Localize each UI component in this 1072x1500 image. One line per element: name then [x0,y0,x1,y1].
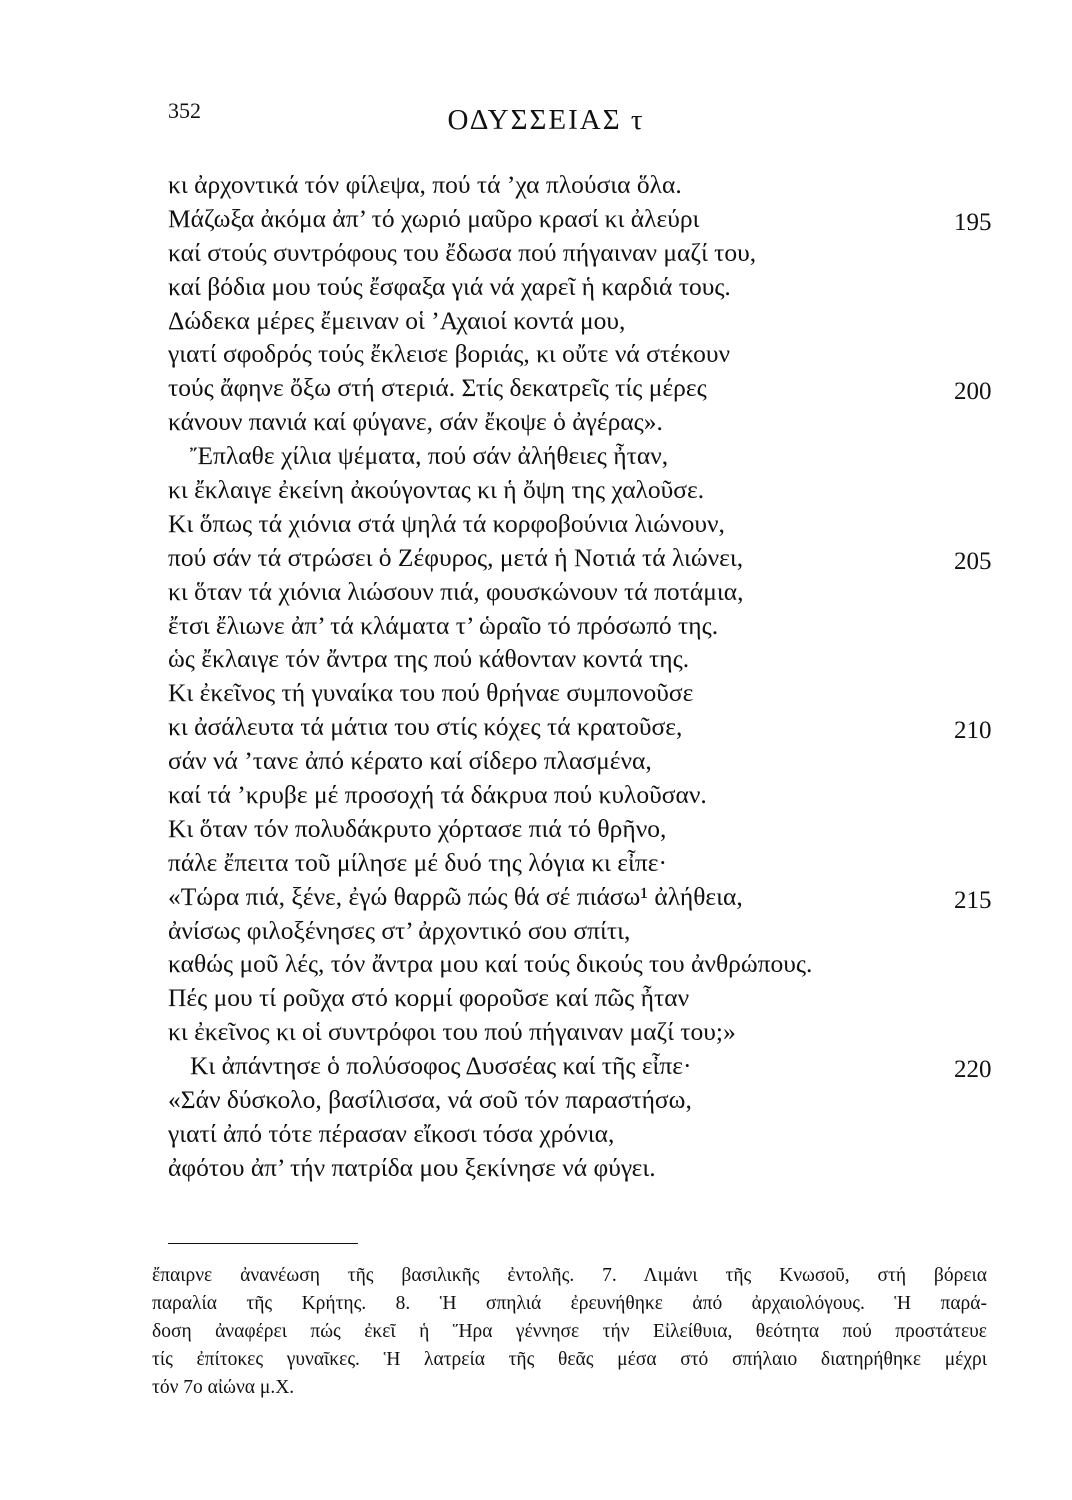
verse-text: κι ἀσάλευτα τά μάτια του στίς κόχες τά κρατοῦσε, [168,712,683,742]
verse-line [168,1117,1038,1151]
verse-line [168,981,1038,1015]
verse-text: ἀνίσως φιλοξένησες στ’ ἀρχοντικό σου σπίτι, [168,915,631,945]
verse-text: καί στούς συντρόφους του ἔδωσα πού πήγαιναν μαζί του, [168,237,757,267]
verse-text: Κι ὅπως τά χιόνια στά ψηλά τά κορφοβούνια λιώνουν, [168,508,725,538]
verse-text: Ἔπλαθε χίλια ψέματα, πού σάν ἀλήθειες ἦταν, [190,441,669,471]
verse-line [168,507,1038,541]
line-number: 210 [954,717,992,745]
verse-text: πού σάν τά στρώσει ὁ Ζέφυρος, μετά ἡ Νοτιά τά λιώνει, [168,542,744,572]
verse-text: Δώδεκα μέρες ἔμειναν οἱ ’Αχαιοί κοντά μου, [168,305,626,335]
running-head: ΟΔΥΣΣΕΙΑΣ τ [447,104,645,136]
verse-text: καθώς μοῦ λές, τόν ἄντρα μου καί τούς δικούς του ἀνθρώπους. [168,949,813,979]
footnote-line: τόν 7ο αἰώνα μ.Χ. [152,1377,295,1398]
verse-text: γιατί σφοδρός τούς ἔκλεισε βοριάς, κι οὔτε νά στέκουν [168,339,731,369]
line-number: 215 [954,886,992,914]
line-number: 205 [954,547,992,575]
verse-line [168,744,1038,778]
verse-line [168,405,1038,439]
verse-line [168,914,1038,948]
verse-block [168,168,1038,1185]
verse-line [168,168,1038,202]
verse-text: κι ἐκεῖνος κι οἱ συντρόφοι του πού πήγαιναν μαζί του;» [168,1017,736,1047]
verse-text: κι ἔκλαιγε ἐκείνη ἀκούγοντας κι ἡ ὄψη της χαλοῦσε. [168,475,705,505]
verse-line [168,1015,1038,1049]
verse-line [168,812,1038,846]
verse-line [168,710,1038,744]
verse-text: γιατί ἀπό τότε πέρασαν εἴκοσι τόσα χρόνια, [168,1118,615,1148]
line-number: 220 [954,1056,992,1084]
verse-text: ἀφότου ἀπ’ τήν πατρίδα μου ξεκίνησε νά φύγει. [168,1152,656,1182]
verse-line [168,439,1038,473]
verse-text: καί βόδια μου τούς ἔσφαξα γιά νά χαρεῖ ἡ καρδιά τους. [168,271,731,301]
verse-line [168,270,1038,304]
footnote-line: ἔπαιρνε ἀνανέωση τῆς βασιλικῆς ἐντολῆς. 7. Λιμάνι τῆς Κνωσοῦ, στή βόρεια [152,1265,987,1286]
verse-line [168,1049,1038,1083]
verse-text: «Τώρα πιά, ξένε, ἐγώ θαρρῶ πώς θά σέ πιάσω¹ ἀλήθεια, [168,881,743,911]
verse-line [168,541,1038,575]
verse-text: Κι ὅταν τόν πολυδάκρυτο χόρτασε πιά τό θρῆνο, [168,813,667,843]
verse-text: Κι ἐκεῖνος τή γυναίκα του πού θρήναε συμπονοῦσε [168,678,694,708]
verse-text: κάνουν πανιά καί φύγανε, σάν ἔκοψε ὁ ἀγέρας». [168,407,663,437]
footnote-line: παραλία τῆς Κρήτης. 8. Ἡ σπηλιά ἐρευνήθηκε ἀπό ἀρχαιολόγους. Ἡ παρά- [152,1293,987,1314]
verse-text: «Σάν δύσκολο, βασίλισσα, νά σοῦ τόν παραστήσω, [168,1085,692,1115]
verse-line [168,304,1038,338]
verse-line [168,676,1038,710]
verse-line [168,1151,1038,1185]
verse-text: ὡς ἔκλαιγε τόν ἄντρα της πού κάθονταν κοντά της. [168,644,690,674]
footnote-line: τίς ἐπίτοκες γυναῖκες. Ἡ λατρεία τῆς θεᾶς μέσα στό σπήλαιο διατηρήθηκε μέχρι [152,1349,987,1370]
verse-line [168,575,1038,609]
verse-line [168,337,1038,371]
verse-line [168,642,1038,676]
verse-text: Κι ἀπάντησε ὁ πολύσοφος Δυσσέας καί τῆς εἶπε· [190,1051,692,1081]
verse-text: καί τά ’κρυβε μέ προσοχή τά δάκρυα πού κυλοῦσαν. [168,780,707,810]
footnote-line: δοση ἀναφέρει πώς ἐκεῖ ἡ Ἥρα γέννησε τήν Εἰλείθυια, θεότητα πού προστάτευε [152,1321,987,1342]
verse-text: πάλε ἔπειτα τοῦ μίλησε μέ δυό της λόγια κι εἶπε· [168,847,667,877]
line-number: 195 [954,208,992,236]
verse-line [168,778,1038,812]
verse-text: Πές μου τί ροῦχα στό κορμί φοροῦσε καί πῶς ἦταν [168,983,690,1013]
verse-text: κι ὅταν τά χιόνια λιώσουν πιά, φουσκώνουν τά ποτάμια, [168,576,744,606]
verse-line [168,473,1038,507]
verse-text: κι ἀρχοντικά τόν φίλεψα, πού τά ’χα πλούσια ὅλα. [168,170,682,199]
verse-line [168,1083,1038,1117]
verse-line [168,880,1038,914]
footnote-rule [168,1243,358,1244]
verse-line [168,236,1038,270]
page-number: 352 [168,98,201,123]
footnotes [152,1262,987,1402]
verse-line [168,846,1038,880]
verse-text: Μάζωξα ἀκόμα ἀπ’ τό χωριό μαῦρο κρασί κι ἀλεύρι [168,203,700,233]
verse-line [168,947,1038,981]
verse-text: τούς ἄφηνε ὄξω στή στεριά. Στίς δεκατρεῖς τίς μέρες [168,373,707,403]
verse-line [168,371,1038,405]
verse-line [168,202,1038,236]
verse-text: ἔτσι ἔλιωνε ἀπ’ τά κλάματα τ’ ὡραῖο τό πρόσωπό της. [168,610,719,640]
line-number: 200 [954,378,992,406]
verse-line [168,609,1038,643]
verse-text: σάν νά ’τανε ἀπό κέρατο καί σίδερο πλασμένα, [168,746,652,776]
